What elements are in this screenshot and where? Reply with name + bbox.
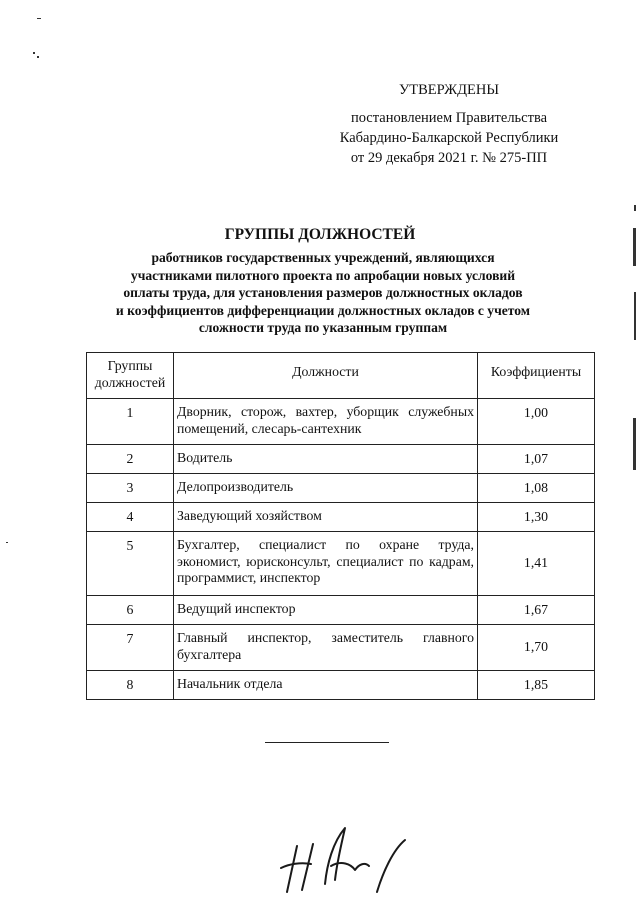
document-subtitle	[84, 249, 562, 337]
row-group: 6	[87, 596, 174, 625]
subtitle-line: оплаты труда, для установления размеров должностных окладов	[123, 285, 523, 301]
approval-line-1: постановлением Правительства	[350, 110, 548, 126]
scan-speck-upper-2	[37, 56, 39, 58]
row-group: 4	[87, 503, 174, 532]
row-group: 3	[87, 474, 174, 503]
positions-table	[86, 352, 595, 700]
scan-edge-mark-3	[634, 292, 636, 340]
subtitle-line: и коэффициентов дифференциации должностных окладов с учетом	[115, 302, 531, 318]
row-group: 1	[87, 399, 174, 445]
subtitle-line: участниками пилотного проекта по апробации новых условий	[130, 267, 516, 283]
table-row	[87, 503, 595, 532]
approval-block	[318, 80, 580, 168]
row-positions: Делопроизводитель	[174, 474, 478, 503]
scan-edge-mark-1	[634, 205, 636, 211]
row-positions: Заведующий хозяйством	[174, 503, 478, 532]
table-header-row	[87, 353, 595, 399]
approval-line-3: от 29 декабря 2021 г. № 275-ПП	[350, 150, 548, 166]
row-coefficient: 1,85	[478, 671, 595, 700]
handwritten-signature	[275, 820, 415, 896]
row-group: 7	[87, 625, 174, 671]
subtitle-line: работников государственных учреждений, являющихся	[151, 250, 495, 265]
closing-rule	[265, 742, 389, 743]
header-coefficients: Коэффициенты	[478, 353, 595, 399]
row-positions: Ведущий инспектор	[174, 596, 478, 625]
table-row	[87, 474, 595, 503]
row-group: 2	[87, 445, 174, 474]
row-group: 5	[87, 532, 174, 596]
row-positions: Водитель	[174, 445, 478, 474]
table-row	[87, 625, 595, 671]
row-coefficient: 1,41	[478, 532, 595, 596]
row-coefficient: 1,67	[478, 596, 595, 625]
header-groups-line-2: должностей	[94, 374, 166, 390]
header-groups	[87, 353, 174, 399]
signature-stroke	[302, 844, 313, 890]
row-coefficient: 1,08	[478, 474, 595, 503]
row-positions: Дворник, сторож, вахтер, уборщик служебных помещений, слесарь-сантехник	[174, 399, 478, 445]
approval-line-2: Кабардино-Балкарской Республики	[339, 130, 559, 146]
document-title: ГРУППЫ ДОЛЖНОСТЕЙ	[224, 226, 416, 243]
scan-speck-upper	[33, 52, 35, 54]
row-positions: Начальник отдела	[174, 671, 478, 700]
row-coefficient: 1,30	[478, 503, 595, 532]
approval-heading: УТВЕРЖДЕНЫ	[398, 82, 500, 98]
signature-stroke	[325, 828, 345, 884]
header-positions: Должности	[174, 353, 478, 399]
table-row	[87, 532, 595, 596]
signature-stroke	[287, 846, 297, 892]
table-row	[87, 399, 595, 445]
row-coefficient: 1,70	[478, 625, 595, 671]
row-positions: Бухгалтер, специалист по охране труда, экономист, юрисконсульт, специалист по кадрам, программист, инспектор	[174, 532, 478, 596]
subtitle-line: сложности труда по указанным группам	[198, 320, 448, 336]
table-row	[87, 445, 595, 474]
scan-speck-top	[37, 18, 41, 19]
scan-speck-left	[6, 542, 8, 543]
scan-edge-mark-4	[633, 418, 636, 470]
signature-stroke	[377, 840, 405, 892]
header-groups-line-1: Группы	[107, 358, 153, 373]
row-coefficient: 1,00	[478, 399, 595, 445]
row-coefficient: 1,07	[478, 445, 595, 474]
table-row	[87, 596, 595, 625]
row-positions: Главный инспектор, заместитель главного бухгалтера	[174, 625, 478, 671]
row-group: 8	[87, 671, 174, 700]
table-row	[87, 671, 595, 700]
